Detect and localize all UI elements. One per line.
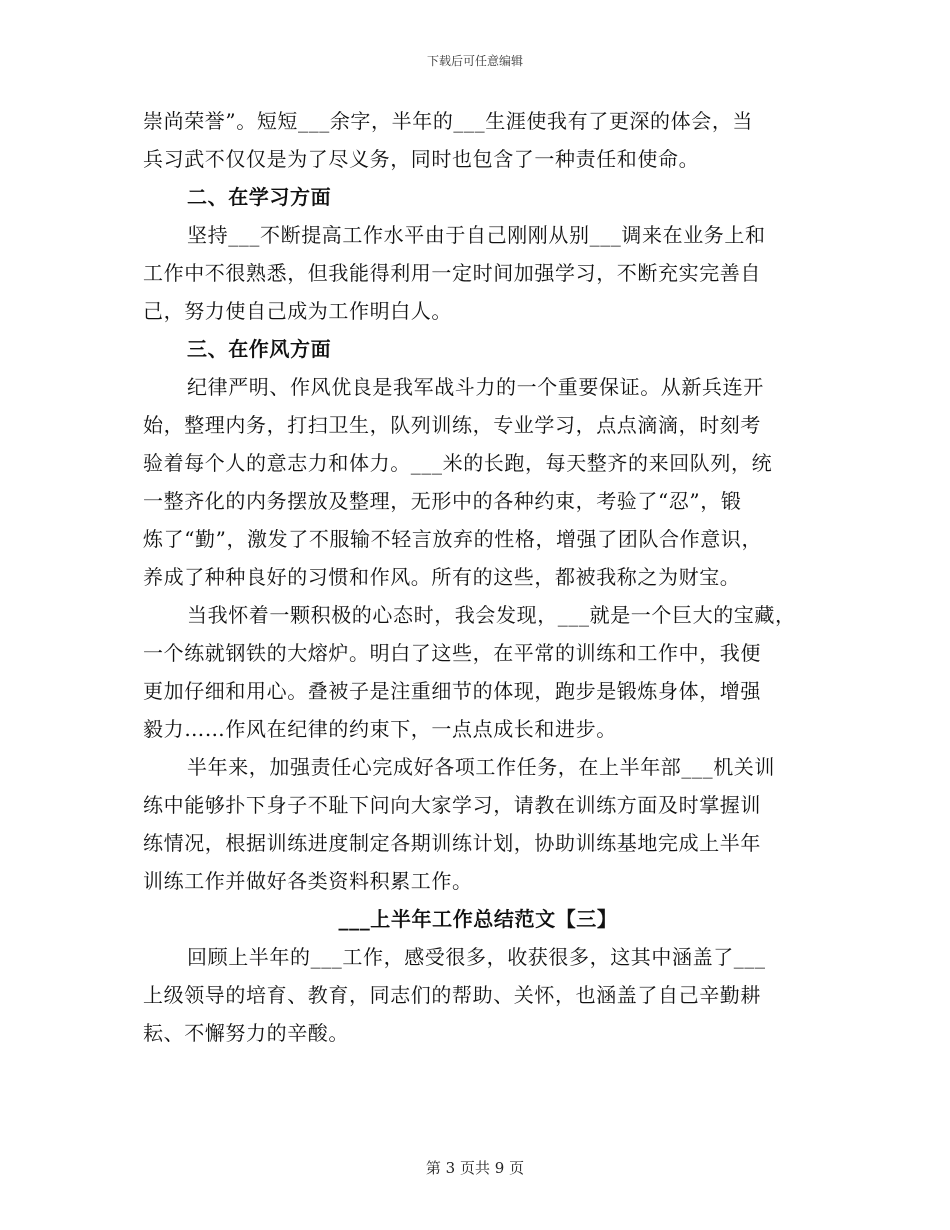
text-line: 验着每个人的意志力和体力。___米的长跑，每天整齐的来回队列，统 <box>143 451 773 475</box>
text-line: 练情况，根据训练进度制定各期训练计划，协助训练基地完成上半年 <box>143 831 761 855</box>
text-line: 养成了种种良好的习惯和作风。所有的这些，都被我称之为财宝。 <box>143 565 741 589</box>
text-line: 一整齐化的内务摆放及整理，无形中的各种约束，考验了“忍”，锻 <box>143 489 742 513</box>
document-body <box>143 102 813 1052</box>
text-line: 毅力……作风在纪律的约束下，一点点成长和进步。 <box>143 717 617 741</box>
text-line: 更加仔细和用心。叠被子是注重细节的体现，跑步是锻炼身体，增强 <box>143 679 761 703</box>
page-footer: 第 3 页共 9 页 <box>425 1159 525 1177</box>
text-line: 上级领导的培育、教育，同志们的帮助、关怀，也涵盖了自己辛勤耕 <box>143 983 761 1007</box>
section-heading-study: 二、在学习方面 <box>187 185 332 209</box>
paragraph-start: 回顾上半年的___工作，感受很多，收获很多，这其中涵盖了___ <box>187 945 766 969</box>
page-header: 下载后可任意编辑 <box>426 54 523 68</box>
paragraph-start: 纪律严明、作风优良是我军战斗力的一个重要保证。从新兵连开 <box>187 375 764 399</box>
text-line: 己，努力使自己成为工作明白人。 <box>143 299 452 323</box>
text-line: 炼了“勤”，激发了不服输不轻言放弃的性格，增强了团队合作意识， <box>143 527 763 551</box>
text-line: 兵习武不仅仅是为了尽义务，同时也包含了一种责任和使命。 <box>143 147 700 171</box>
text-line: 训练工作并做好各类资料积累工作。 <box>143 869 473 893</box>
text-line: 始，整理内务，打扫卫生，队列训练，专业学习，点点滴滴，时刻考 <box>143 413 761 437</box>
paragraph-start: 当我怀着一颗积极的心态时，我会发现，___就是一个巨大的宝藏， <box>187 603 796 627</box>
section-title: ___上半年工作总结范文【三】 <box>338 907 618 931</box>
text-line: 工作中不很熟悉，但我能得利用一定时间加强学习，不断充实完善自 <box>143 261 761 285</box>
paragraph-start: 坚持___不断提高工作水平由于自己刚刚从别___调来在业务上和 <box>187 223 766 247</box>
text-line: 一个练就钢铁的大熔炉。明白了这些，在平常的训练和工作中，我便 <box>143 641 761 665</box>
section-heading-style: 三、在作风方面 <box>187 337 332 361</box>
paragraph-start: 半年来，加强责任心完成好各项工作任务，在上半年部___机关训 <box>187 755 775 779</box>
text-line: 耘、不懈努力的辛酸。 <box>143 1021 349 1045</box>
text-line: 崇尚荣誉”。短短___余字，半年的___生涯使我有了更深的体会，当 <box>143 109 754 133</box>
text-line: 练中能够扑下身子不耻下问向大家学习，请教在训练方面及时掌握训 <box>143 793 761 817</box>
